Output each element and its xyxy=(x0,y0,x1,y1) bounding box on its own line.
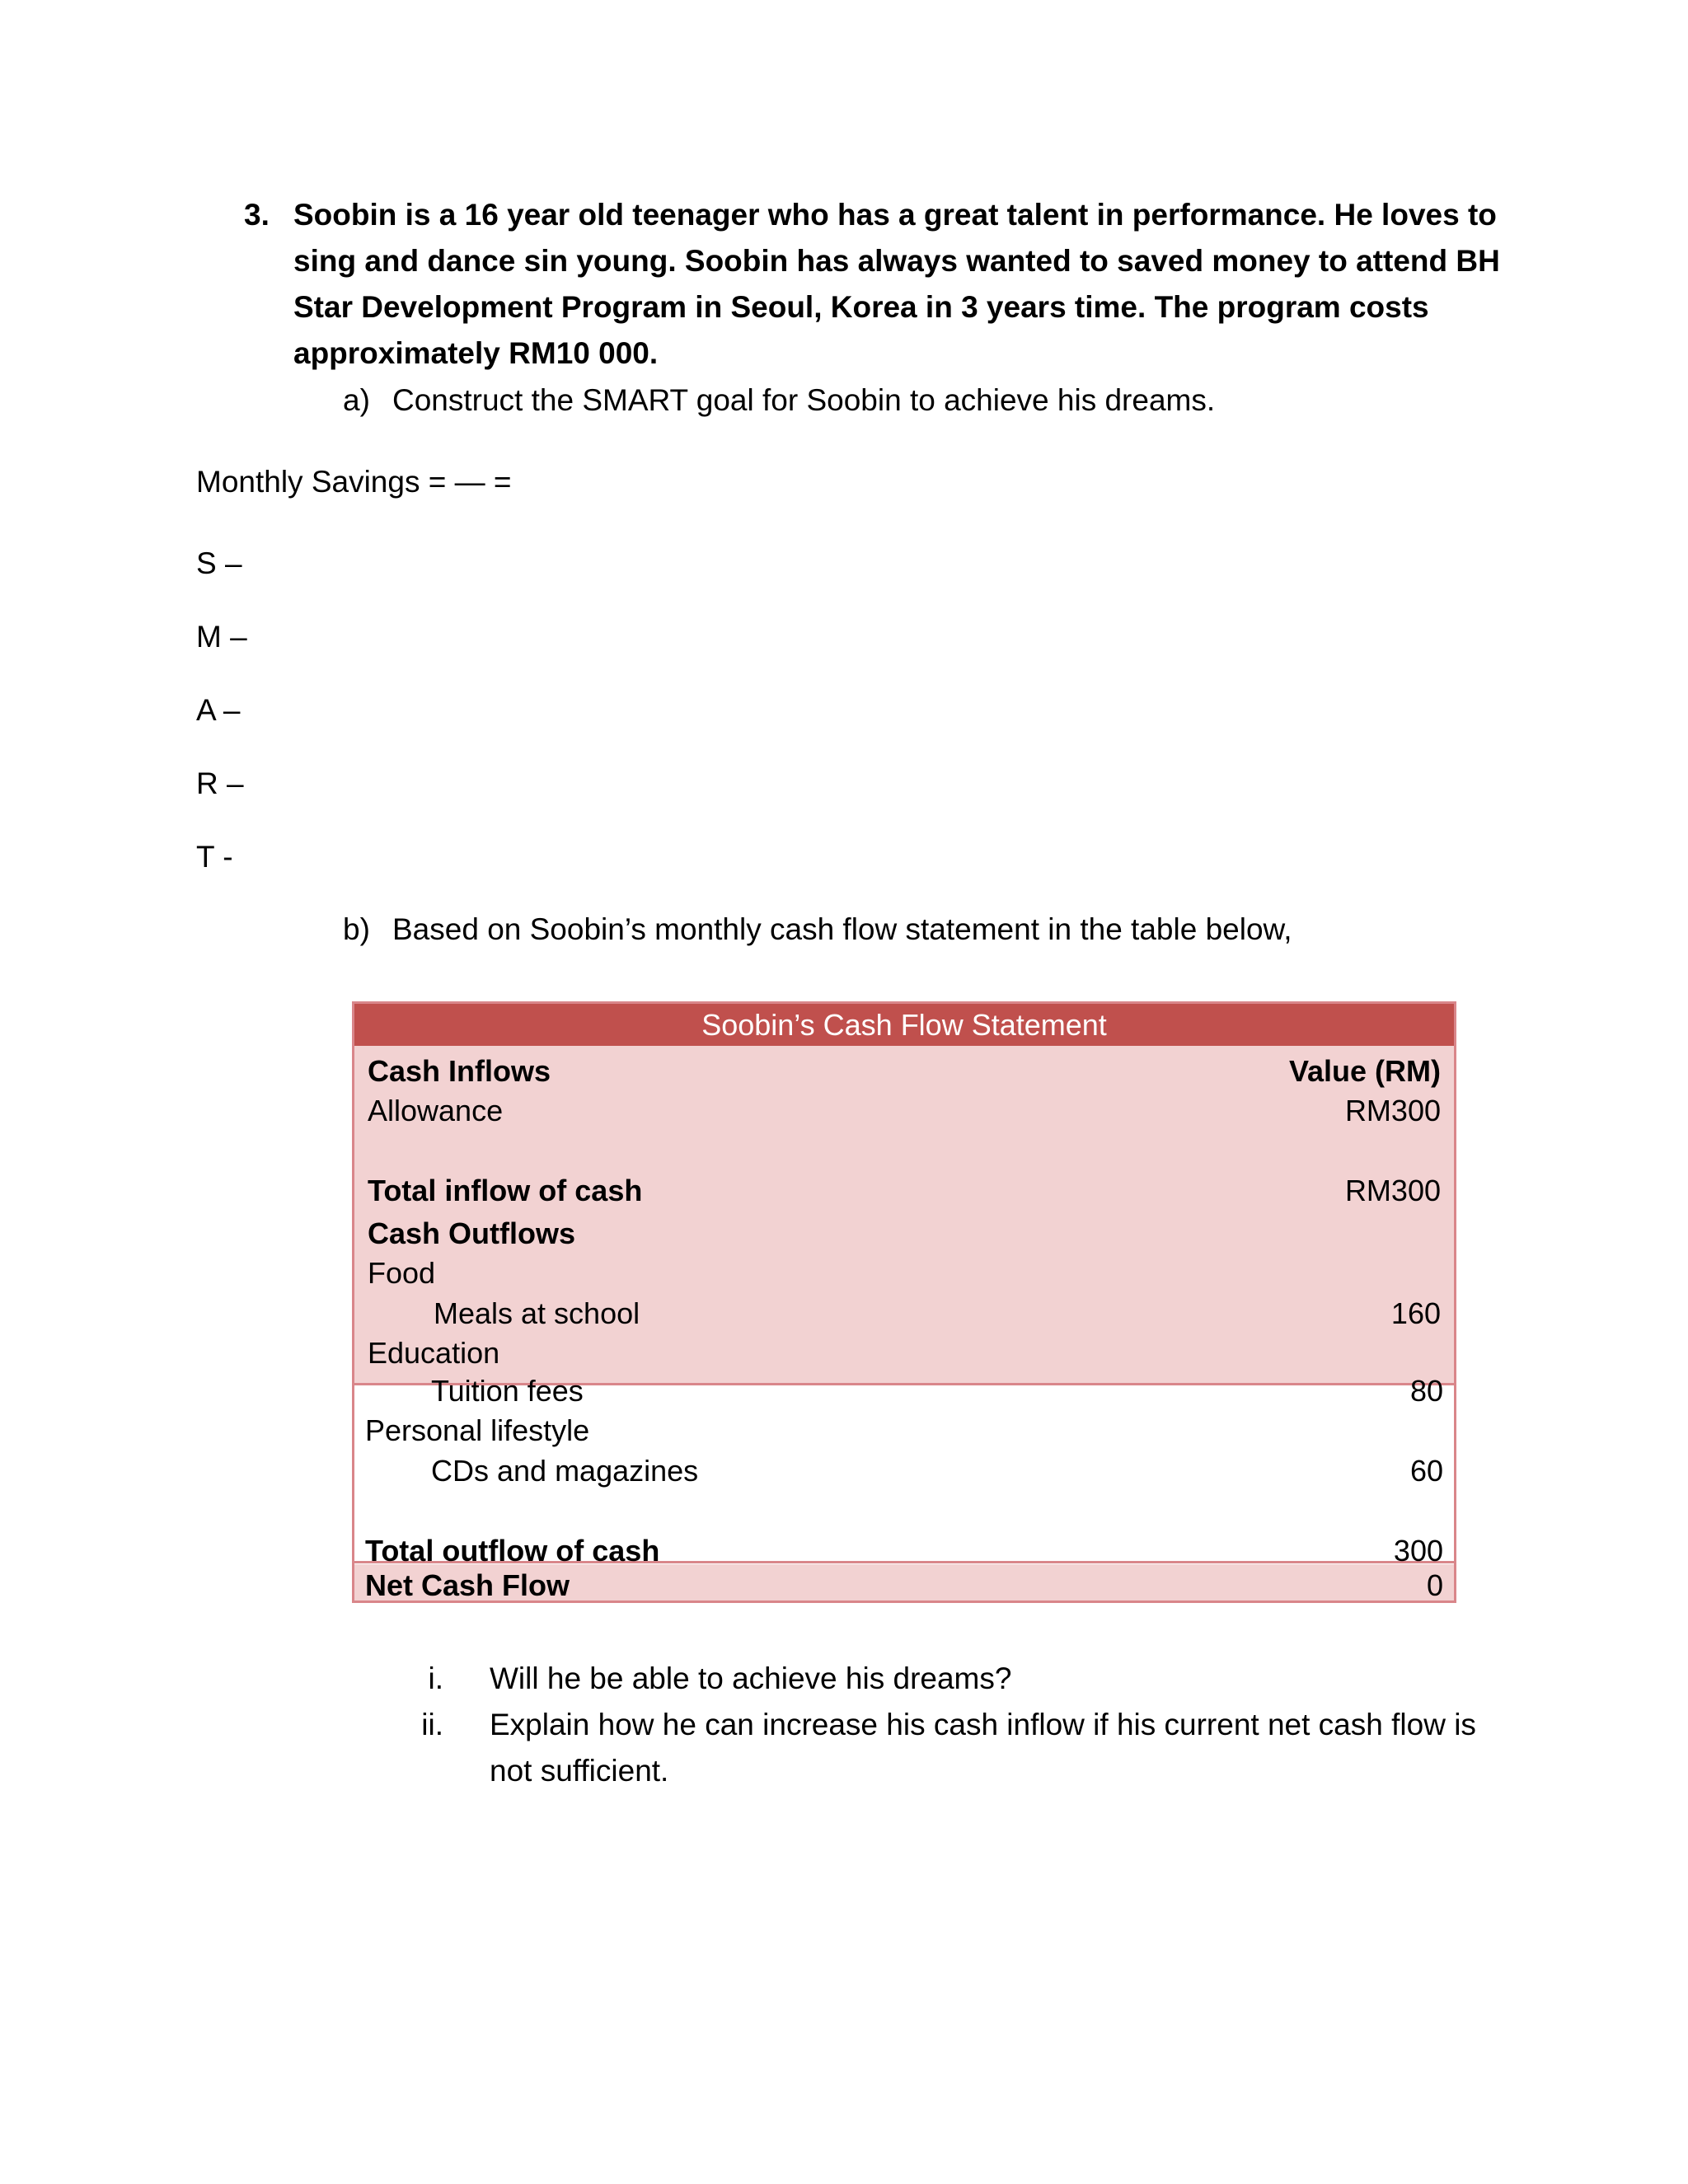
allowance-value: RM300 xyxy=(1344,1094,1441,1127)
meals-value: 160 xyxy=(1390,1296,1441,1330)
cds-label: CDs and magazines xyxy=(431,1454,699,1488)
subquestion-i-text: Will he be able to achieve his dreams? xyxy=(490,1661,1012,1695)
subquestion-ii-text-line-2: not sufficient. xyxy=(490,1754,669,1788)
smart-m: M – xyxy=(196,620,247,654)
question-line-3: Star Development Program in Seoul, Korea in 3 years time. The program costs xyxy=(293,290,1429,324)
subquestion-ii-marker: ii. xyxy=(421,1708,443,1741)
part-a-marker: a) xyxy=(343,383,370,417)
value-header: Value (RM) xyxy=(1288,1054,1441,1088)
table-title: Soobin’s Cash Flow Statement xyxy=(354,1004,1454,1046)
net-cash-flow-value: 0 xyxy=(1426,1568,1443,1602)
table-row xyxy=(368,1294,1441,1333)
monthly-savings-formula: Monthly Savings = — = xyxy=(196,465,512,499)
table-row xyxy=(368,1091,1441,1131)
smart-t: T - xyxy=(196,840,233,874)
divider xyxy=(354,1383,1454,1385)
total-inflow-value: RM300 xyxy=(1344,1174,1441,1207)
tuition-value: 80 xyxy=(1409,1374,1443,1408)
smart-s: S – xyxy=(196,546,242,580)
tuition-label: Tuition fees xyxy=(431,1374,584,1408)
question-number: 3. xyxy=(244,198,270,232)
food-label: Food xyxy=(368,1256,436,1290)
subquestion-ii-text-line-1: Explain how he can increase his cash inflow if his current net cash flow is xyxy=(490,1708,1476,1741)
table-row xyxy=(368,1214,1441,1254)
part-a-text: Construct the SMART goal for Soobin to achieve his dreams. xyxy=(392,383,1216,417)
smart-a: A – xyxy=(196,693,241,727)
cash-flow-table xyxy=(352,1001,1456,1603)
lifestyle-label: Personal lifestyle xyxy=(365,1413,590,1447)
table-row xyxy=(368,1171,1441,1211)
question-line-4: approximately RM10 000. xyxy=(293,336,659,370)
table-row xyxy=(368,1254,1441,1293)
question-line-1: Soobin is a 16 year old teenager who has a great talent in performance. He loves to xyxy=(293,198,1497,232)
total-outflow-value: 300 xyxy=(1393,1534,1443,1568)
cash-inflows-header: Cash Inflows xyxy=(368,1054,551,1088)
net-section xyxy=(354,1564,1454,1601)
divider xyxy=(354,1561,1454,1563)
subquestion-i-marker: i. xyxy=(428,1661,443,1695)
table-row xyxy=(368,1333,1441,1373)
total-outflow-label: Total outflow of cash xyxy=(365,1534,660,1568)
part-b-marker: b) xyxy=(343,912,370,946)
cash-outflows-header: Cash Outflows xyxy=(368,1216,576,1250)
question-line-2: sing and dance sin young. Soobin has always wanted to saved money to attend BH xyxy=(293,244,1500,278)
table-row-header xyxy=(368,1052,1441,1091)
education-label: Education xyxy=(368,1336,500,1370)
cds-value: 60 xyxy=(1409,1454,1443,1488)
smart-r: R – xyxy=(196,766,244,800)
meals-label: Meals at school xyxy=(434,1296,640,1330)
net-cash-flow-label: Net Cash Flow xyxy=(365,1568,570,1602)
total-inflow-label: Total inflow of cash xyxy=(368,1174,643,1207)
allowance-label: Allowance xyxy=(368,1094,504,1127)
part-b-text: Based on Soobin’s monthly cash flow statement in the table below, xyxy=(392,912,1292,946)
